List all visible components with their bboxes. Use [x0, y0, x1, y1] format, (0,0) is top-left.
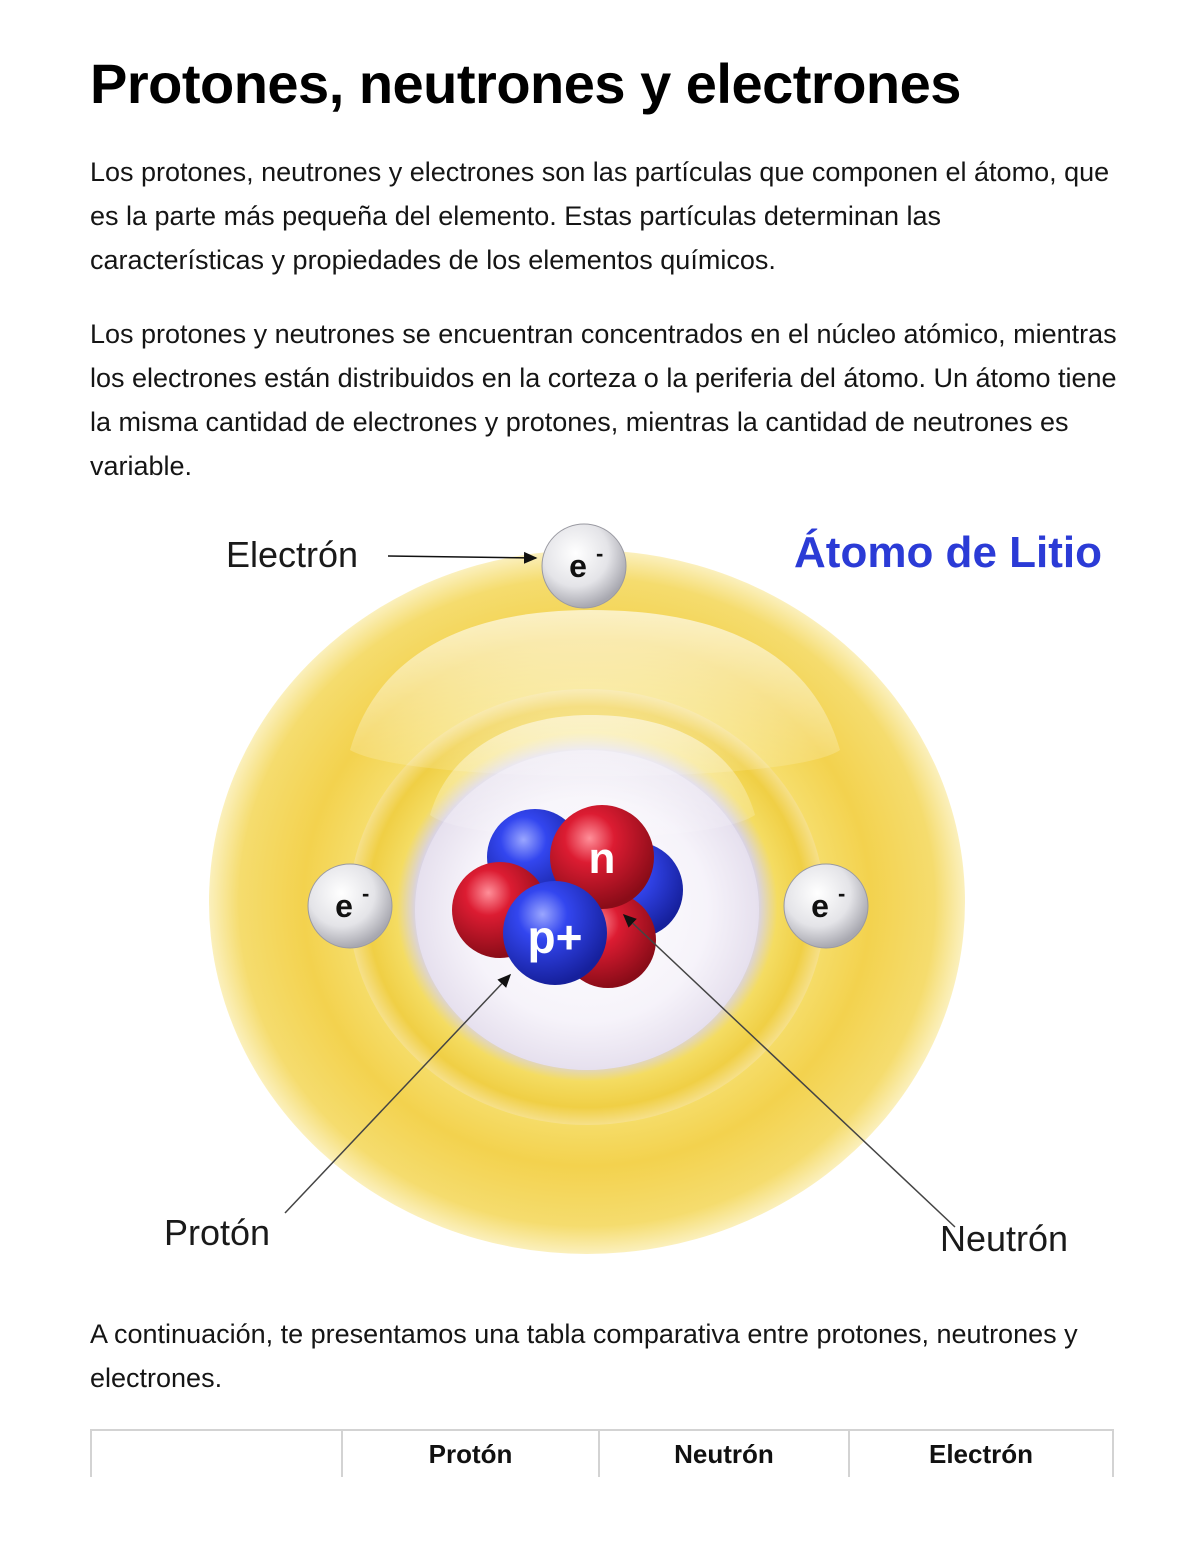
electron-right	[784, 864, 868, 948]
svg-text:-: -	[596, 541, 604, 566]
svg-text:-: -	[362, 881, 370, 906]
svg-text:e: e	[569, 548, 587, 584]
figure-title: Átomo de Litio	[794, 528, 1102, 577]
location-paragraph: Los protones y neutrones se encuentran concentrados en el núcleo atómico, mientras los electrones están distribuidos en la corteza o la periferia del átomo. Un átomo tiene la misma cantidad de electrones y protones, mientras la cantidad de neutrones es variable.	[90, 319, 1117, 481]
table-header-neutron: Neutrón	[599, 1430, 849, 1477]
electron-top	[542, 524, 626, 608]
lithium-atom-figure	[150, 515, 1110, 1280]
table-header-row	[91, 1430, 1113, 1477]
page-title: Protones, neutrones y electrones	[90, 52, 961, 115]
table-intro-paragraph: A continuación, te presentamos una tabla comparativa entre protones, neutrones y electrones.	[90, 1319, 1078, 1393]
table-header-empty	[91, 1430, 342, 1477]
svg-text:e: e	[811, 888, 829, 924]
table-header-proton: Protón	[342, 1430, 599, 1477]
neutron-label: Neutrón	[940, 1218, 1069, 1259]
intro-paragraph: Los protones, neutrones y electrones son las partículas que componen el átomo, que es la parte más pequeña del elemento. Estas partículas determinan las características y propiedades de los elementos químicos.	[90, 157, 1110, 275]
proton-label: Protón	[164, 1212, 271, 1253]
electron-pointer	[388, 556, 536, 558]
svg-text:e: e	[335, 888, 353, 924]
proton-symbol: p+	[527, 911, 583, 963]
table-header-electron: Electrón	[849, 1430, 1113, 1477]
electron-label: Electrón	[226, 534, 359, 575]
electron-left	[308, 864, 392, 948]
neutron-symbol: n	[588, 834, 616, 883]
comparison-table	[90, 1429, 1114, 1477]
svg-text:-: -	[838, 881, 846, 906]
